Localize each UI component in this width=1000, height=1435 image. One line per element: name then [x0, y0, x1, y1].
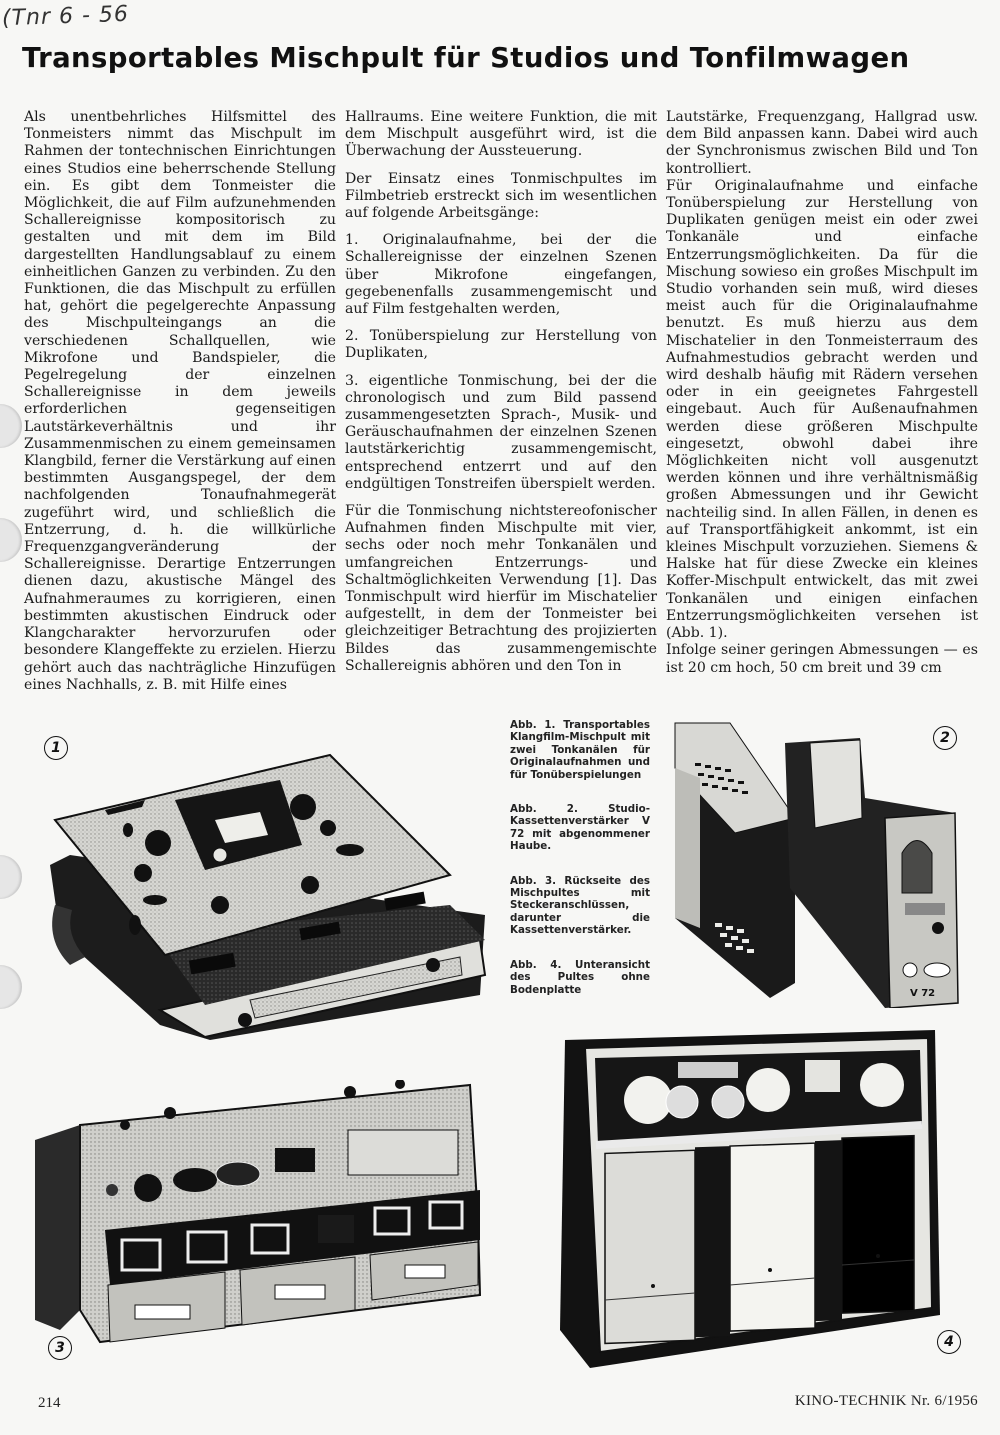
caption-fig-4: Abb. 4. Unteransicht des Pultes ohne Bodenplatte — [510, 958, 650, 996]
caption-fig-3: Abb. 3. Rückseite des Mischpultes mit Steckeranschlüssen, darunter die Kassettenverstärker. — [510, 874, 650, 937]
punch-hole — [0, 518, 22, 562]
text-column-2 — [345, 109, 657, 685]
punch-hole — [0, 965, 22, 1009]
figure-number-1: 1 — [44, 736, 68, 760]
paragraph: Für die Tonmischung nichtstereofonischer Aufnahmen finden Mischpulte mit vier, sechs oder noch mehr Tonkanälen und umfangreichen Entzerrungs- und Schaltmöglichkeiten Verwendung [1]. Das Tonmischpult wird hierfür im Mischatelier aufgestellt, in dem der Tonmeister bei gleichzeitiger Betrachtung des projizierten Bildes das zusammengemischte Schallereignis abhören und den Ton in — [345, 503, 657, 674]
paragraph: Lautstärke, Frequenzgang, Hallgrad usw. dem Bild anpassen kann. Dabei wird auch der Synchronismus zwischen Bild und Ton kontrolliert. — [666, 109, 978, 177]
figure-1-photo — [30, 725, 500, 1040]
paragraph: Für Originalaufnahme und einfache Tonüberspielung zur Herstellung von Duplikaten genügen meist ein oder zwei Tonkanäle und einfache Entzerrungsmöglichkeiten. Da für die Mischung sowieso ein großes Mischpult im Studio vorhanden sein muß, wird dieses meist auch für die Originalaufnahme benutzt. Es muß hierzu aus dem Mischatelier in den Tonmeisterraum des Aufnahmestudios gebracht werden und wird deshalb häufig mit Rädern versehen oder in ein geeignetes Fahrgestell eingebaut. Auch für Außenaufnahmen werden diese größeren Mischpulte eingesetzt, obwohl dabei ihre Möglichkeiten nicht voll ausgenutzt werden können und ihre verhältnismäßig großen Abmessungen und ihr Gewicht nachteilig sind. In allen Fällen, in denen es auf Transportfähigkeit ankommt, ist ein kleines Mischpult vorzuziehen. Siemens & Halske hat für diese Zwecke ein kleines Koffer-Mischpult entwickelt, das mit zwei Tonkanälen und einigen einfachen Entzerrungsmöglichkeiten versehen ist (Abb. 1). — [666, 177, 978, 642]
caption-fig-1: Abb. 1. Transportables Klangfilm-Mischpult mit zwei Tonkanälen für Originalaufnahmen und für Tonüberspielungen — [510, 719, 650, 781]
handwritten-note: (Tnr 6 - 56 — [1, 1, 130, 32]
paragraph: Der Einsatz eines Tonmischpultes im Filmbetrieb erstreckt sich im wesentlichen auf folgende Arbeitsgänge: — [345, 170, 657, 222]
mixer-rear-panel-illustration — [30, 1080, 500, 1370]
v72-amplifier-illustration — [670, 718, 980, 1008]
caption-fig-2: Abb. 2. Studio-Kassettenverstärker V 72 mit abgenommener Haube. — [510, 803, 650, 853]
figure-2-photo — [670, 718, 980, 1008]
figure-captions — [510, 719, 650, 1018]
figure-number-3: 3 — [48, 1336, 72, 1360]
page-number: 214 — [38, 1395, 61, 1411]
figure-3-photo — [30, 1080, 500, 1370]
punch-hole — [0, 855, 22, 899]
list-item: 1. Originalaufnahme, bei der die Schallereignisse der einzelnen Szenen über Mikrofone eingefangen, gegebenenfalls zusammengemischt und auf Film festgehalten werden, — [345, 232, 657, 318]
portable-mixer-illustration — [30, 725, 500, 1040]
list-item: 3. eigentliche Tonmischung, bei der die chronologisch und zum Bild passend zusammengesetzten Sprach-, Musik- und Geräuschaufnahmen der einzelnen Szenen lautstärkerichtig zusammengemischt, entsprechend entzerrt und auf den endgültigen Tonstreifen überspielt werden. — [345, 372, 657, 492]
list-item: 2. Tonüberspielung zur Herstellung von Duplikaten, — [345, 328, 657, 362]
paragraph: Als unentbehrliches Hilfsmittel des Tonmeisters nimmt das Mischpult im Rahmen der tontechnischen Einrichtungen eines Studios eine beherrschende Stellung ein. Es gibt dem Tonmeister die Möglichkeit, die auf Film aufzunehmenden Schallereignisse kompositorisch zu gestalten und mit dem im Bild dargestellten Handlungsablauf zu einem einheitlichen Ganzen zu verbinden. Zu den Funktionen, die das Mischpult zu erfüllen hat, gehört die pegelgerechte Anpassung des Mischpulteingangs an die verschiedenen Schallquellen, wie Mikrofone und Bandspieler, die Pegelregelung der einzelnen Schallereignisse in dem jeweils erforderlichen gegenseitigen Lautstärkeverhältnis und ihr Zusammenmischen zu einem gemeinsamen Klangbild, ferner die Verstärkung auf einen bestimmten Ausgangspegel, der dem nachfolgenden Tonaufnahmegerät zugeführt wird, und schließlich die Entzerrung, d. h. die willkürliche Frequenzgangveränderung der Schallereignisse. Derartige Entzerrungen dienen dazu, akustische Mängel des Aufnahmeraumes zu korrigieren, einen bestimmten akustischen Eindruck oder Klangcharakter hervorzurufen oder besondere Klangeffekte zu erzielen. Hierzu gehört auch das nachträgliche Hinzufügen eines Nachhalls, z. B. mit Hilfe eines — [24, 109, 336, 693]
paragraph: Infolge seiner geringen Abmessungen — es ist 20 cm hoch, 50 cm breit und 39 cm — [666, 642, 978, 676]
article-title: Transportables Mischpult für Studios und Tonfilmwagen — [22, 42, 910, 74]
figure-4-photo — [560, 1030, 980, 1375]
paragraph: Hallraums. Eine weitere Funktion, die mit dem Mischpult ausgeführt wird, ist die Überwachung der Aussteuerung. — [345, 109, 657, 160]
figure-number-2: 2 — [933, 726, 957, 750]
punch-hole — [0, 404, 22, 448]
journal-issue: KINO-TECHNIK Nr. 6/1956 — [794, 1393, 978, 1409]
text-column-1 — [24, 109, 336, 704]
text-column-3 — [666, 109, 978, 677]
v72-label: V 72 — [910, 988, 936, 999]
figure-number-4: 4 — [937, 1330, 961, 1354]
mixer-underside-illustration — [560, 1030, 980, 1375]
